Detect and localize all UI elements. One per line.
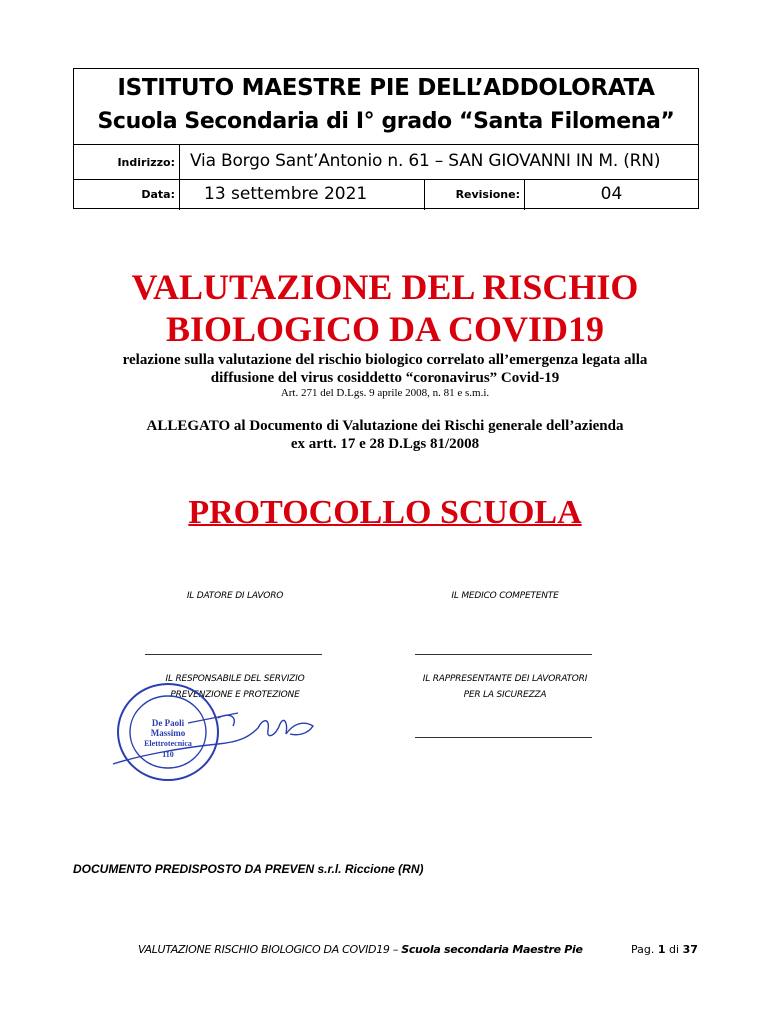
page-number bbox=[631, 943, 698, 956]
stamp-name1: De Paoli bbox=[151, 718, 185, 728]
professional-stamp bbox=[108, 668, 328, 788]
address-value: Via Borgo Sant’Antonio n. 61 – SAN GIOVANNI IN M. (RN) bbox=[190, 151, 661, 171]
handwritten-signature bbox=[113, 713, 313, 764]
header-title-block bbox=[74, 69, 698, 145]
rls-signature-line bbox=[415, 737, 592, 738]
rls-label-line1: IL RAPPRESENTANTE DEI LAVORATORI bbox=[422, 674, 588, 684]
revision-label: Revisione: bbox=[425, 180, 525, 210]
institute-name: ISTITUTO MAESTRE PIE DELL’ADDOLORATA bbox=[117, 75, 655, 101]
datore-signature-line bbox=[145, 654, 322, 655]
page-sep: di bbox=[665, 943, 683, 956]
date-label: Data: bbox=[74, 180, 180, 210]
datore-label: IL DATORE DI LAVORO bbox=[186, 591, 284, 601]
medico-label: IL MEDICO COMPETENTE bbox=[451, 591, 559, 601]
prepared-by: DOCUMENTO PREDISPOSTO DA PREVEN s.r.l. Riccione (RN) bbox=[73, 862, 424, 876]
medico-signature-line bbox=[415, 654, 592, 655]
address-row bbox=[74, 145, 698, 180]
stamp-name2: Massimo bbox=[150, 728, 186, 738]
allegato-line1: ALLEGATO al Documento di Valutazione dei Rischi generale dell’azienda bbox=[146, 418, 624, 434]
subtitle-line2: diffusione del virus cosiddetto “coronavirus” Covid-19 bbox=[210, 370, 560, 386]
subtitle-line1: relazione sulla valutazione del rischio biologico correlato all’emergenza legata alla bbox=[122, 352, 648, 368]
protocollo-title: PROTOCOLLO SCUOLA bbox=[188, 494, 582, 531]
rspp-label-line1: IL RESPONSABILE DEL SERVIZIO bbox=[165, 674, 305, 684]
school-name: Scuola Secondaria di I° grado “Santa Filomena” bbox=[97, 109, 675, 134]
footer-title-dash: – bbox=[389, 943, 402, 956]
page-prefix: Pag. bbox=[631, 943, 658, 956]
footer-title-bold: Scuola secondaria Maestre Pie bbox=[401, 943, 583, 956]
address-label: Indirizzo: bbox=[74, 145, 180, 179]
stamp-name3: Elettrotecnica bbox=[144, 739, 192, 748]
revision-value: 04 bbox=[600, 184, 623, 204]
rls-label-line2: PER LA SICUREZZA bbox=[463, 690, 547, 700]
main-title-line1: VALUTAZIONE DEL RISCHIO bbox=[131, 267, 639, 307]
allegato-line2: ex artt. 17 e 28 D.Lgs 81/2008 bbox=[290, 436, 480, 452]
header-table bbox=[73, 68, 699, 209]
rspp-label-line2: PREVENZIONE E PROTEZIONE bbox=[170, 690, 300, 700]
legal-reference: Art. 271 del D.Lgs. 9 aprile 2008, n. 81 e s.m.i. bbox=[280, 387, 490, 399]
footer-title-italic: VALUTAZIONE RISCHIO BIOLOGICO DA COVID19 bbox=[138, 943, 390, 956]
date-value: 13 settembre 2021 bbox=[180, 180, 425, 210]
page-current: 1 bbox=[657, 943, 666, 956]
footer-title bbox=[138, 943, 583, 956]
main-title-line2: BIOLOGICO DA COVID19 bbox=[165, 309, 605, 349]
date-row bbox=[74, 180, 698, 210]
stamp-number: 110 bbox=[162, 750, 174, 759]
page-total: 37 bbox=[682, 943, 698, 956]
